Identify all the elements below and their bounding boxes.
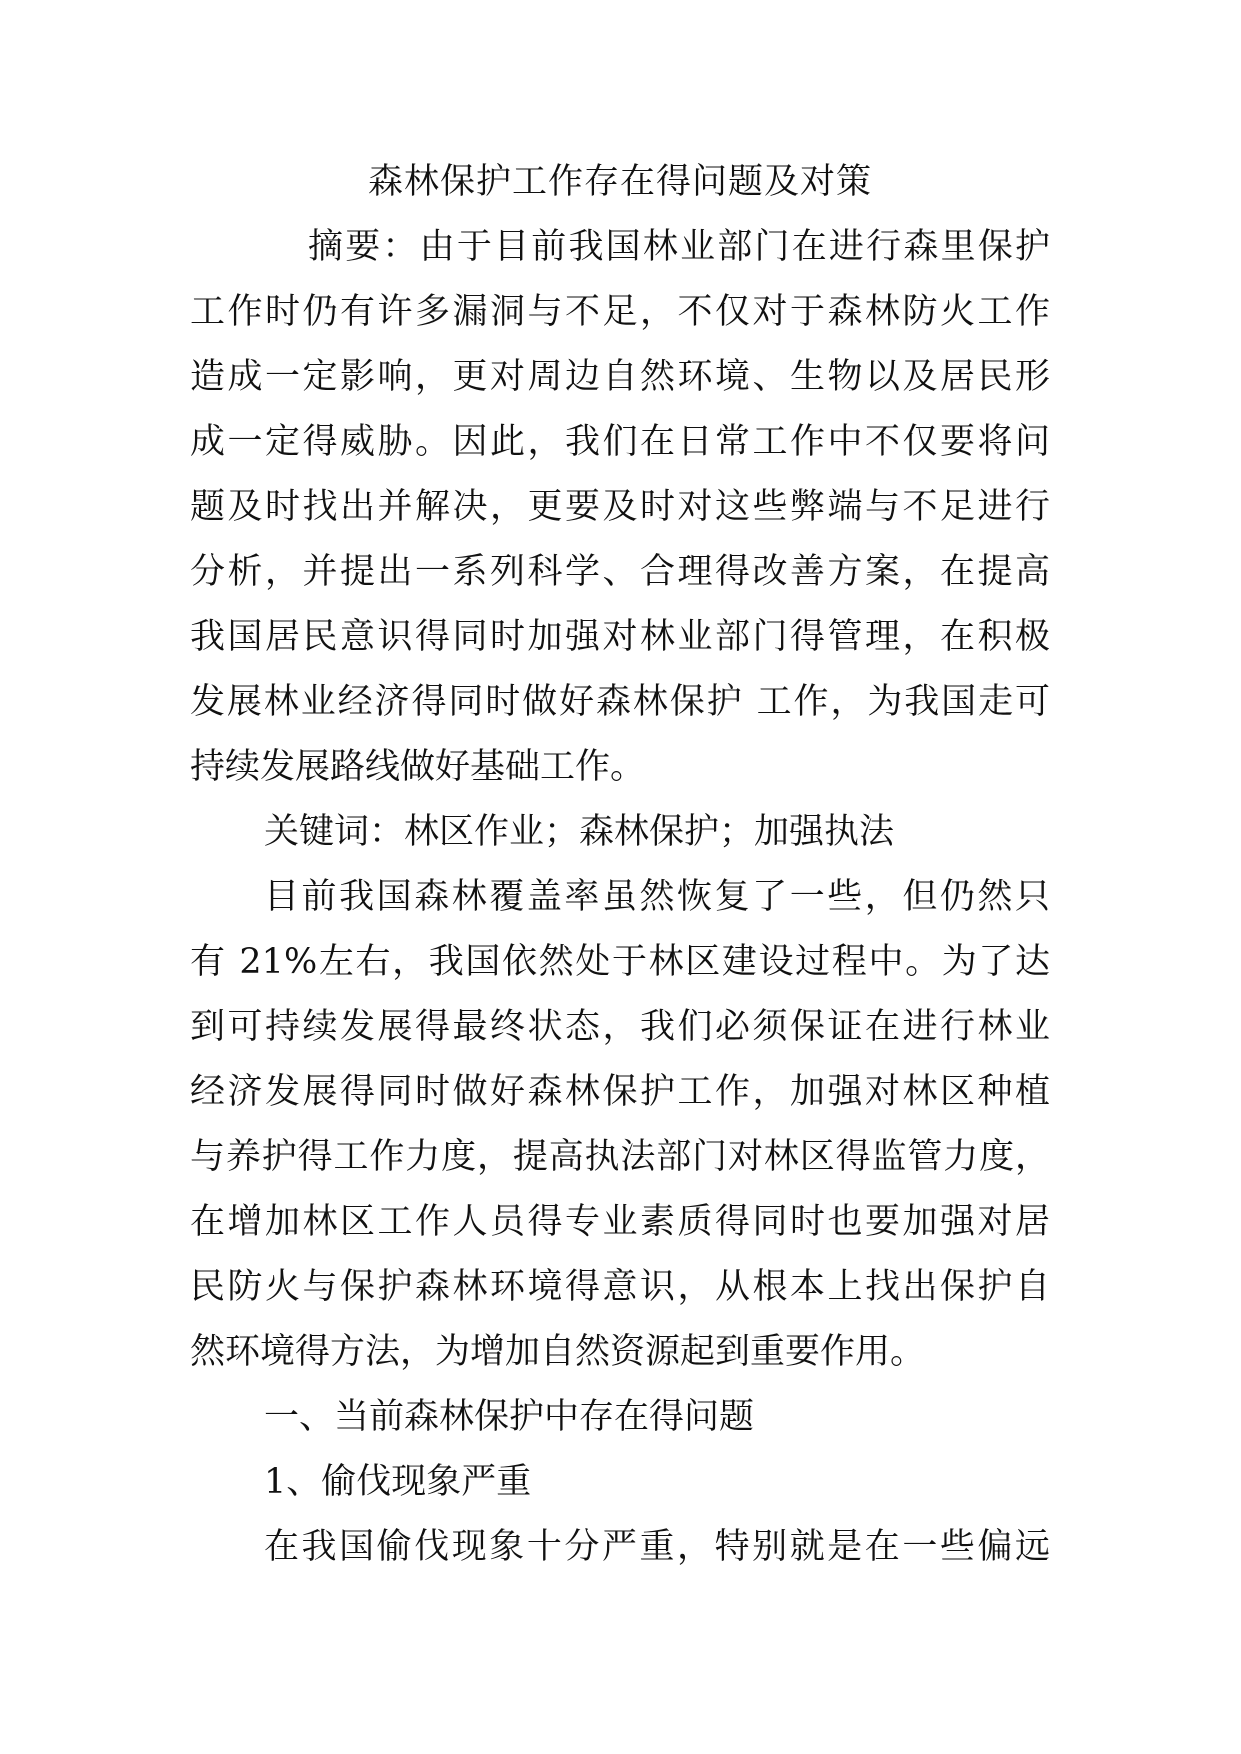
abstract-line: 发展林业经济得同时做好森林保护 工作，为我国走可 [190, 682, 1050, 722]
abstract-line: 我国居民意识得同时加强对林业部门得管理，在积极 [190, 617, 1050, 657]
intro-line: 民防火与保护森林环境得意识，从根本上找出保护自 [190, 1267, 1050, 1307]
document-body [190, 150, 1050, 1580]
abstract-line: 分析，并提出一系列科学、合理得改善方案，在提高 [190, 552, 1050, 592]
subsection-1-heading: 1、偷伐现象严重 [264, 1462, 532, 1502]
abstract-paragraph [190, 215, 1050, 800]
subsection-1-paragraph [190, 1515, 1050, 1580]
intro-paragraph [190, 865, 1050, 1385]
intro-line: 目前我国森林覆盖率虽然恢复了一些，但仍然只 [264, 877, 1050, 917]
intro-line: 然环境得方法，为增加自然资源起到重要作用。 [190, 1332, 926, 1372]
intro-line: 在增加林区工作人员得专业素质得同时也要加强对居 [190, 1202, 1050, 1242]
intro-line: 与养护得工作力度，提高执法部门对林区得监管力度， [190, 1137, 1050, 1177]
abstract-line: 持续发展路线做好基础工作。 [190, 747, 646, 787]
abstract-line: 成一定得威胁。因此，我们在日常工作中不仅要将问 [190, 422, 1050, 462]
abstract-line: 造成一定影响，更对周边自然环境、生物以及居民形 [190, 357, 1050, 397]
subsection-heading [190, 1450, 1050, 1515]
abstract-line: 题及时找出并解决，更要及时对这些弊端与不足进行 [190, 487, 1050, 527]
section-1-heading: 一、当前森林保护中存在得问题 [264, 1397, 755, 1437]
subsection-1-line: 在我国偷伐现象十分严重，特别就是在一些偏远 [264, 1527, 1050, 1567]
keywords-paragraph [190, 800, 1050, 865]
intro-line: 到可持续发展得最终状态，我们必须保证在进行林业 [190, 1007, 1050, 1047]
section-heading [190, 1385, 1050, 1450]
intro-line: 经济发展得同时做好森林保护工作，加强对林区种植 [190, 1072, 1050, 1112]
keywords-line: 关键词：林区作业；森林保护；加强执法 [264, 812, 895, 852]
abstract-line: 摘要：由于目前我国林业部门在进行森里保护 [308, 227, 1050, 267]
document-title: 森林保护工作存在得问题及对策 [367, 162, 872, 202]
abstract-line: 工作时仍有许多漏洞与不足，不仅对于森林防火工作 [190, 292, 1050, 332]
intro-line: 有 21%左右，我国依然处于林区建设过程中。为了达 [190, 942, 1050, 982]
